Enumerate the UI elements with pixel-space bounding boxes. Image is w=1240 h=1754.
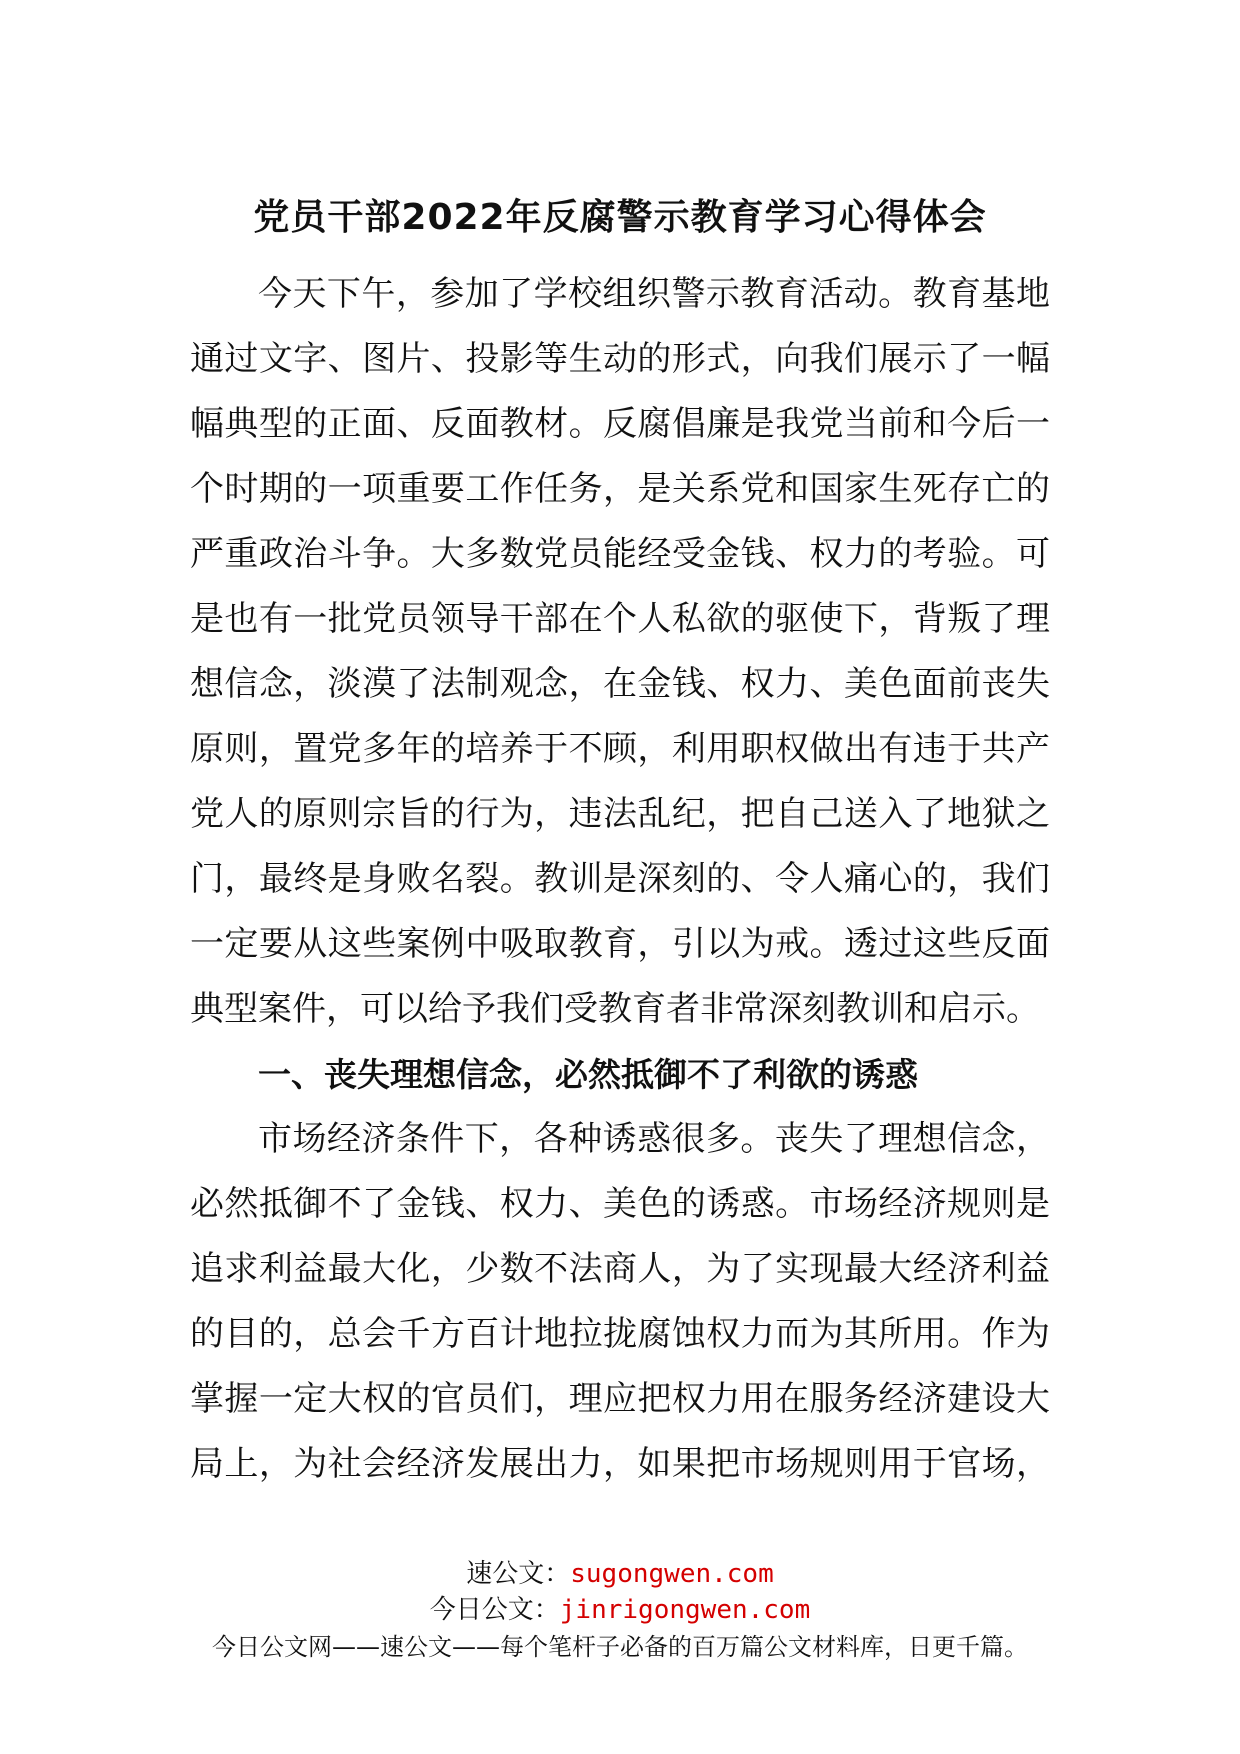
text-line: 是也有一批党员领导干部在个人私欲的驱使下，背叛了理 [190, 599, 1050, 639]
text-line: 党人的原则宗旨的行为，违法乱纪，把自己送入了地狱之 [190, 794, 1050, 834]
text-line: 追求利益最大化，少数不法商人，为了实现最大经济利益 [190, 1249, 1050, 1289]
text-line: 市场经济条件下，各种诱惑很多。丧失了理想信念， [258, 1119, 1050, 1159]
document-title: 党员干部2022年反腐警示教育学习心得体会 [253, 197, 987, 238]
text-line: 典型案件，可以给予我们受教育者非常深刻教训和启示。 [190, 989, 1040, 1029]
text-line: 局上，为社会经济发展出力，如果把市场规则用于官场， [190, 1444, 1050, 1484]
jinrigongwen-link[interactable]: jinrigongwen.com [559, 1595, 811, 1625]
text-line: 个时期的一项重要工作任务，是关系党和国家生死存亡的 [190, 469, 1050, 509]
text-line: 掌握一定大权的官员们，理应把权力用在服务经济建设大 [190, 1379, 1050, 1419]
text-line: 必然抵御不了金钱、权力、美色的诱惑。市场经济规则是 [190, 1184, 1050, 1224]
sugongwen-link[interactable]: sugongwen.com [570, 1559, 774, 1589]
section-heading-1: 一、丧失理想信念，必然抵御不了利欲的诱惑 [258, 1055, 918, 1094]
text-line: 一定要从这些案例中吸取教育，引以为戒。透过这些反面 [190, 924, 1050, 964]
footer-line-jinrigongwen [0, 1593, 1240, 1627]
text-line: 幅典型的正面、反面教材。反腐倡廉是我党当前和今后一 [190, 404, 1050, 444]
text-line: 想信念，淡漠了法制观念，在金钱、权力、美色面前丧失 [190, 664, 1050, 704]
footer-label-sugongwen: 速公文： [466, 1559, 571, 1589]
footer-line-sugongwen [0, 1557, 1240, 1591]
footer-slogan: 今日公文网——速公文——每个笔杆子必备的百万篇公文材料库，日更千篇。 [212, 1633, 1028, 1661]
text-line: 通过文字、图片、投影等生动的形式，向我们展示了一幅 [190, 339, 1050, 379]
body-paragraph-1 [190, 262, 1050, 1497]
footer-label-jinrigongwen: 今日公文： [429, 1595, 560, 1625]
text-line: 的目的，总会千方百计地拉拢腐蚀权力而为其所用。作为 [190, 1314, 1050, 1354]
text-line: 原则，置党多年的培养于不顾，利用职权做出有违于共产 [190, 729, 1050, 769]
text-line: 今天下午，参加了学校组织警示教育活动。教育基地 [258, 274, 1050, 314]
text-line: 门，最终是身败名裂。教训是深刻的、令人痛心的，我们 [190, 859, 1050, 899]
text-line: 严重政治斗争。大多数党员能经受金钱、权力的考验。可 [190, 534, 1050, 574]
